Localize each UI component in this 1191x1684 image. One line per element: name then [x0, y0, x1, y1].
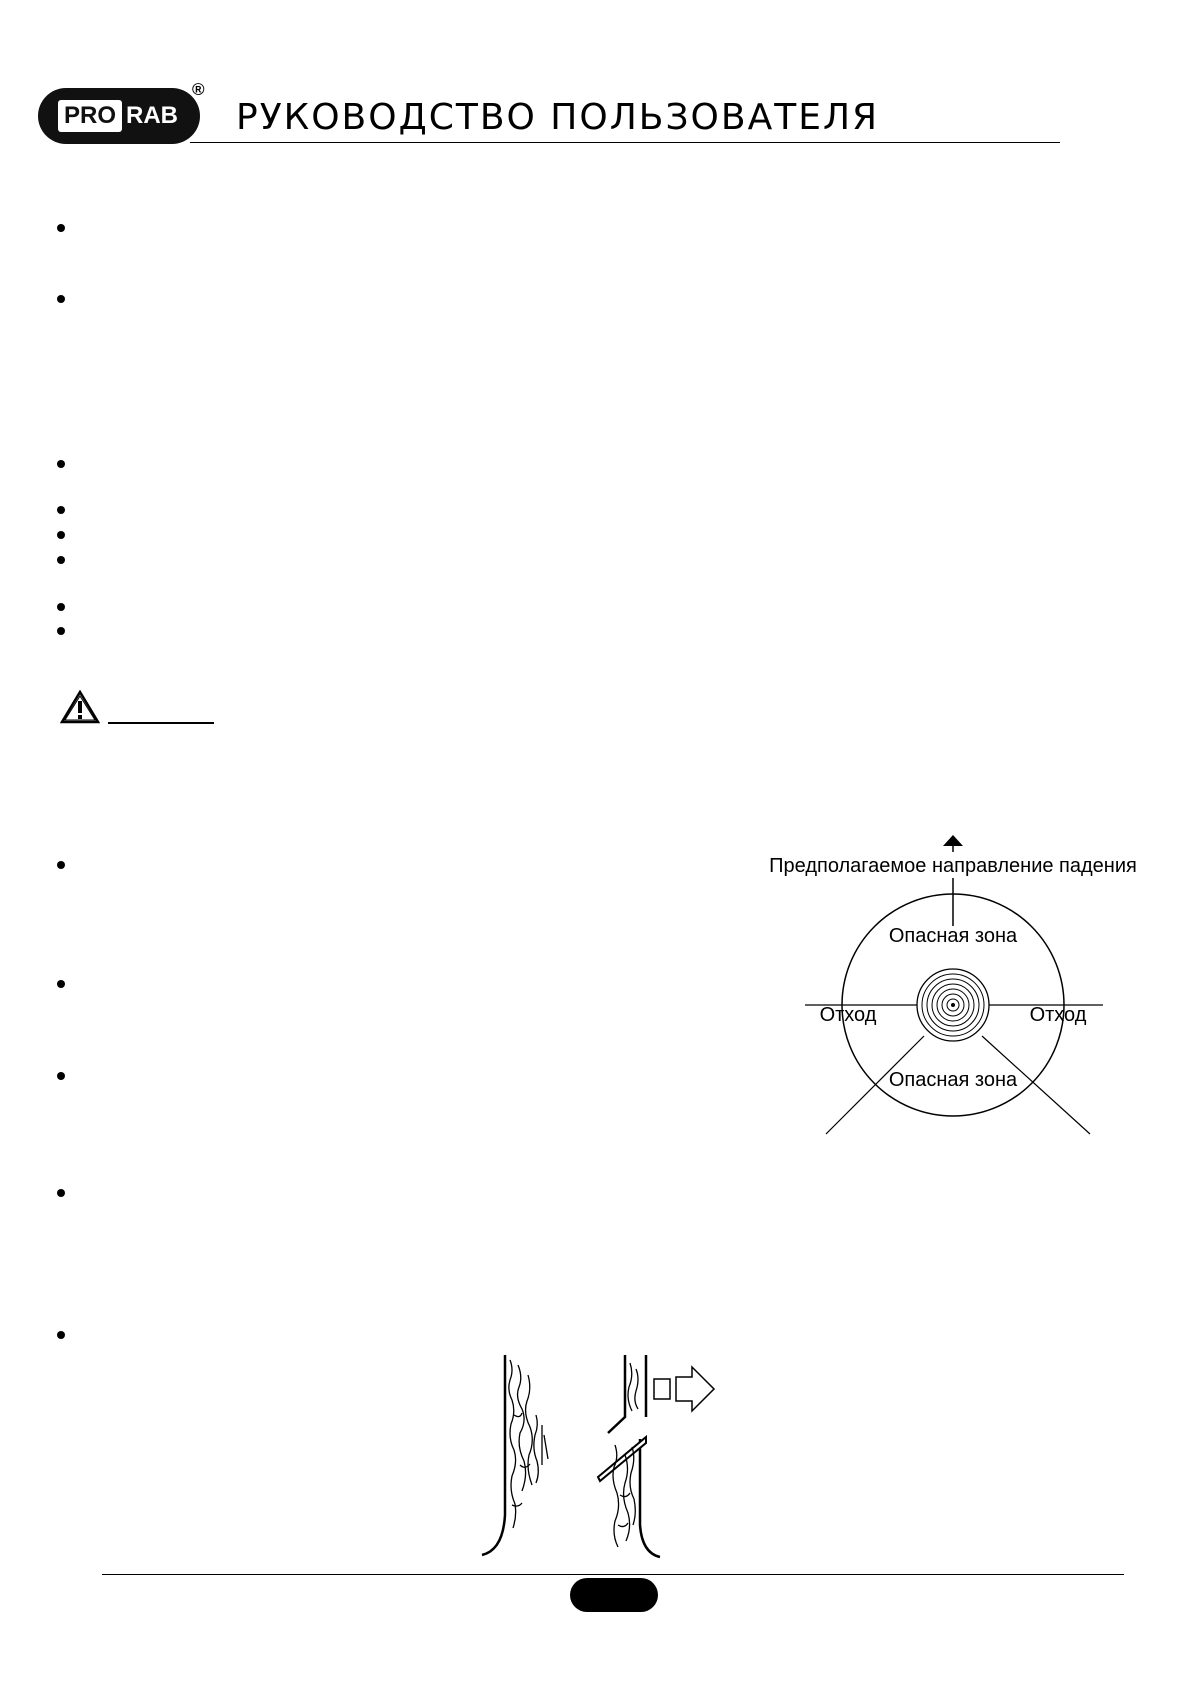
- bullet-6: [57, 556, 65, 564]
- danger-zone-top-label: Опасная зона: [888, 925, 1018, 947]
- bullet-13: [57, 1331, 65, 1339]
- bullet-4: [57, 506, 65, 514]
- bullet-10: [57, 980, 65, 988]
- tree-felling-illustration: [470, 1355, 790, 1565]
- footer-rule: [102, 1574, 1124, 1575]
- bullet-5: [57, 531, 65, 539]
- tree-trunk-right: [598, 1355, 660, 1557]
- felling-zone-diagram: [740, 830, 1180, 1140]
- arrow-up-icon: [943, 835, 963, 852]
- arrow-right-icon: [654, 1367, 714, 1411]
- danger-zone-bottom-label: Опасная зона: [888, 1069, 1018, 1091]
- tree-rings: [917, 969, 989, 1041]
- bullet-2: [57, 295, 65, 303]
- bullet-8: [57, 627, 65, 635]
- page-number-badge: [570, 1578, 658, 1612]
- bullet-11: [57, 1072, 65, 1080]
- direction-label: Предполагаемое направление падения: [769, 855, 1137, 877]
- bullet-1: [57, 224, 65, 232]
- registered-mark: ®: [192, 80, 205, 99]
- bullet-12: [57, 1189, 65, 1197]
- logo-rab-text: RAB: [126, 102, 178, 129]
- warning-triangle-icon: [60, 690, 100, 724]
- bullet-3: [57, 460, 65, 468]
- prorab-logo: [38, 88, 200, 144]
- warning-heading-underline: [108, 722, 214, 724]
- bullet-7: [57, 603, 65, 611]
- logo-pro-text: PRO: [58, 100, 122, 132]
- document-title: РУКОВОДСТВО ПОЛЬЗОВАТЕЛЯ: [236, 97, 880, 138]
- bullet-9: [57, 861, 65, 869]
- retreat-right-label: Отход: [1029, 1004, 1087, 1026]
- retreat-left-label: Отход: [819, 1004, 877, 1026]
- header-rule: [190, 142, 1060, 143]
- tree-trunk-left: [482, 1355, 548, 1555]
